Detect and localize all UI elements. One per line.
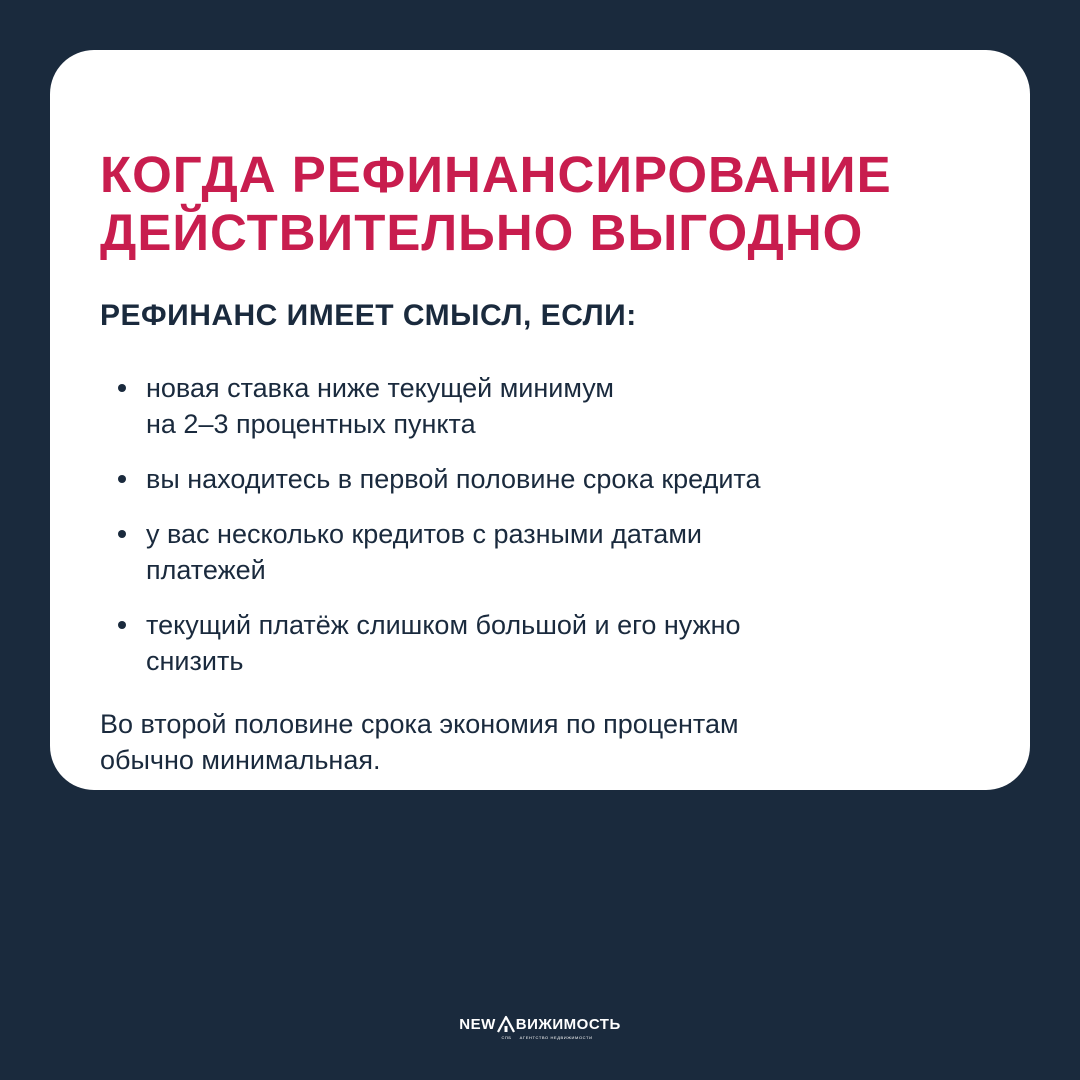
house-roof-icon (497, 1015, 515, 1033)
logo-wordmark (459, 1015, 621, 1033)
list-item-line: платежей (146, 555, 266, 585)
logo-tagline (501, 1035, 592, 1041)
brand-logo (0, 1015, 1080, 1041)
list-item (100, 607, 980, 679)
title-line-1: КОГДА РЕФИНАНСИРОВАНИЕ (100, 146, 892, 203)
list-item-line: текущий платёж слишком большой и его нужно (146, 610, 741, 640)
bullet-icon (118, 530, 126, 538)
content-card (50, 50, 1030, 790)
list-item (100, 370, 980, 442)
list-item-line: снизить (146, 646, 244, 676)
list-item-line: на 2–3 процентных пункта (146, 409, 476, 439)
list-item-line: новая ставка ниже текущей минимум (146, 373, 614, 403)
footnote-line-2: обычно минимальная. (100, 745, 381, 775)
logo-text-right: ВИЖИМОСТЬ (515, 1016, 621, 1033)
subtitle: РЕФИНАНС ИМЕЕТ СМЫСЛ, ЕСЛИ: (100, 299, 637, 332)
logo-sub-left: СПБ (501, 1035, 512, 1040)
logo-sub-right: АГЕНТСТВО НЕДВИЖИМОСТИ (519, 1035, 593, 1040)
bullet-icon (118, 384, 126, 392)
list-item (100, 516, 980, 588)
footnote (100, 706, 980, 778)
bullet-icon (118, 475, 126, 483)
footnote-line-1: Во второй половине срока экономия по процентам (100, 709, 739, 739)
title-line-2: ДЕЙСТВИТЕЛЬНО ВЫГОДНО (100, 204, 864, 261)
page-title (100, 146, 980, 262)
bullet-icon (118, 621, 126, 629)
logo-text-left: NEW (459, 1016, 496, 1033)
list-item (100, 461, 980, 497)
conditions-list (100, 370, 980, 679)
list-item-line: у вас несколько кредитов с разными датами (146, 519, 702, 549)
list-item-line: вы находитесь в первой половине срока кредита (146, 464, 761, 494)
